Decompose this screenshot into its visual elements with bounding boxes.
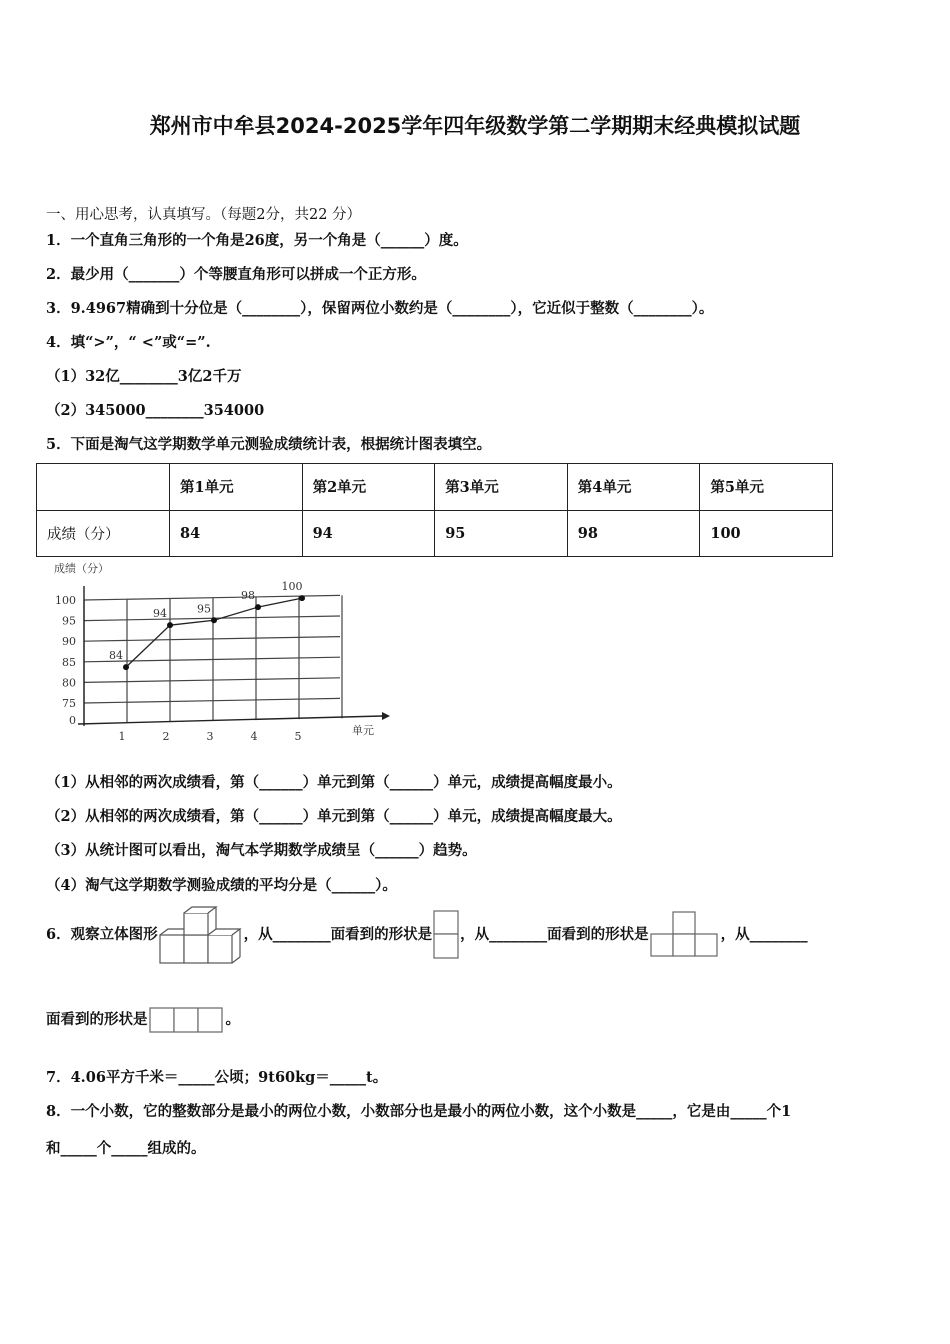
x-axis-label: 单元: [352, 724, 374, 737]
data-label: 94: [153, 607, 167, 621]
view-shape-vertical-icon: [432, 909, 460, 961]
data-label: 98: [241, 589, 255, 603]
table-header-cell: 第2单元: [302, 464, 435, 511]
question-4-part-1: （1）32亿________3亿2千万: [46, 368, 242, 385]
table-cell: 98: [567, 510, 700, 557]
table-cell: 95: [435, 510, 568, 557]
table-cell: 94: [302, 510, 435, 557]
question-6-text: ，从________面看到的形状是: [243, 926, 433, 943]
data-label: 95: [197, 602, 211, 616]
y-tick-label: 90: [62, 635, 76, 649]
question-5-part-3: （3）从统计图可以看出，淘气本学期数学成绩呈（______）趋势。: [46, 842, 477, 859]
question-7: 7．4.06平方千米＝_____公顷；9t60kg＝_____t。: [46, 1069, 388, 1086]
question-6-text: ，从________: [720, 926, 808, 943]
question-6-text: ，从________面看到的形状是: [460, 926, 649, 943]
data-label: 84: [109, 649, 123, 663]
table-header-cell: 第5单元: [700, 464, 833, 511]
grid-line: [84, 637, 340, 642]
question-5-part-4: （4）淘气这学期数学测验成绩的平均分是（______）。: [46, 877, 397, 894]
table-cell: [37, 464, 170, 511]
y-tick-label: 0: [69, 714, 76, 727]
x-axis-arrow: [382, 712, 390, 720]
chart-marks: [109, 580, 305, 670]
grid-line: [84, 698, 340, 703]
question-8-continued: 和_____个_____组成的。: [46, 1140, 206, 1157]
y-tick-label: 80: [62, 676, 76, 690]
data-point: [123, 664, 129, 670]
question-4-part-2: （2）345000________354000: [46, 402, 265, 419]
x-axis: [78, 716, 382, 724]
question-8: 8．一个小数，它的整数部分是最小的两位小数，小数部分也是最小的两位小数，这个小数是_____，它是由_____个1: [46, 1103, 792, 1120]
data-label: 100: [281, 580, 303, 594]
data-point: [299, 595, 305, 601]
y-axis-label: 成绩（分）: [54, 562, 109, 575]
table-cell: 100: [700, 510, 833, 557]
table-row-label: 成绩（分）: [37, 510, 170, 557]
chart-axes: [55, 586, 390, 743]
view-shape-t-icon: [649, 910, 721, 960]
y-tick-label: 95: [62, 614, 76, 628]
question-6-text: 6．观察立体图形: [46, 926, 158, 943]
view-shape-row-icon: [148, 1005, 226, 1035]
y-tick-label: 85: [62, 655, 76, 669]
question-3: 3．9.4967精确到十分位是（________），保留两位小数约是（________），它近似于整数（________）。: [46, 300, 714, 317]
x-tick-label: 4: [250, 730, 258, 743]
question-2: 2．最少用（_______）个等腰直角形可以拼成一个正方形。: [46, 266, 426, 283]
solid-figure-icon: [158, 905, 244, 965]
question-5-part-2: （2）从相邻的两次成绩看，第（______）单元到第（______）单元，成绩提高幅度最大。: [46, 808, 622, 825]
question-1: 1．一个直角三角形的一个角是26度，另一个角是（______）度。: [46, 232, 468, 249]
x-tick-label: 2: [162, 730, 170, 743]
table-header-cell: 第4单元: [567, 464, 700, 511]
data-point: [167, 622, 173, 628]
table-cell: 84: [170, 510, 303, 557]
score-line-chart: [40, 558, 400, 748]
question-6: [46, 904, 808, 966]
table-header-cell: 第1单元: [170, 464, 303, 511]
grid-line: [84, 678, 340, 683]
page-title: 郑州市中牟县2024-2025学年四年级数学第二学期期末经典模拟试题: [149, 114, 801, 138]
question-6-continued: [46, 1000, 240, 1040]
table-header-row: [37, 464, 833, 511]
question-6-text: 。: [225, 1011, 240, 1028]
question-4: 4．填“>”，“ <”或“=”.: [46, 334, 211, 351]
question-5-part-1: （1）从相邻的两次成绩看，第（______）单元到第（______）单元，成绩提高幅度最小。: [46, 774, 622, 791]
data-point: [211, 617, 217, 623]
x-tick-label: 5: [294, 730, 302, 743]
data-point: [255, 604, 261, 610]
table-row: [37, 510, 833, 557]
table-header-cell: 第3单元: [435, 464, 568, 511]
x-tick-label: 1: [118, 730, 126, 743]
question-5: 5．下面是淘气这学期数学单元测验成绩统计表，根据统计图表填空。: [46, 436, 492, 453]
x-tick-label: 3: [206, 730, 214, 743]
section-heading: 一、用心思考，认真填写。（每题2分，共22 分）: [46, 207, 362, 223]
y-tick-label: 100: [55, 594, 76, 607]
score-table: [36, 463, 833, 557]
question-6-text: 面看到的形状是: [46, 1011, 148, 1028]
y-tick-label: 75: [62, 697, 76, 710]
